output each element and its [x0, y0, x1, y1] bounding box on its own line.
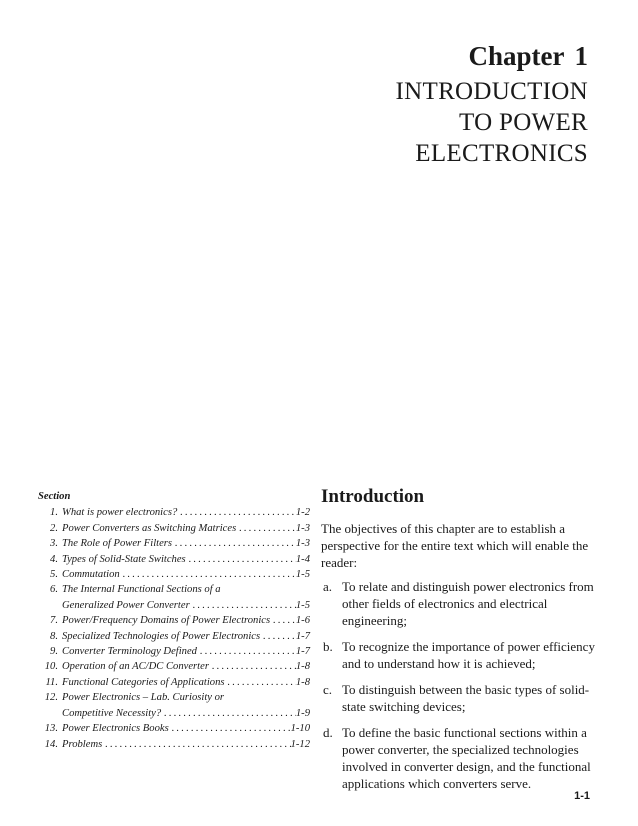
toc-entry-number: 9.	[50, 646, 58, 658]
toc-entry	[38, 721, 310, 736]
toc-leader-dots	[102, 737, 290, 752]
toc-entry-body	[62, 521, 310, 536]
toc-entry	[38, 567, 310, 582]
toc-entry-number: 3.	[50, 538, 58, 550]
toc-leader-dots	[169, 721, 291, 736]
objective-marker: a.	[323, 579, 333, 594]
toc-entry-body	[62, 613, 310, 628]
toc-entry-page: 1-4	[295, 553, 310, 565]
objective-marker: d.	[323, 725, 333, 740]
intro-heading: Introduction	[321, 486, 425, 507]
toc-leader-dots	[260, 629, 296, 644]
toc-entry-page: 1-5	[295, 569, 310, 581]
toc-entry-number: 8.	[50, 630, 58, 642]
chapter-number: 1	[574, 41, 588, 71]
toc-leader-dots	[172, 536, 296, 551]
intro-paragraph: The objectives of this chapter are to establish a perspective for the entire text which will enable the reader:	[321, 521, 589, 570]
toc-entry-body	[62, 675, 310, 690]
toc-heading: Section	[38, 491, 71, 502]
objective-item	[321, 724, 596, 792]
toc-entry-number: 13.	[44, 723, 58, 735]
toc-leader-dots	[177, 505, 296, 520]
chapter-title-line-1: INTRODUCTION	[395, 78, 588, 105]
toc-entry-page: 1-2	[295, 507, 310, 519]
toc-entry-number: 4.	[50, 553, 58, 565]
toc-entry-number: 6.	[50, 584, 58, 596]
toc-entry-page: 1-8	[295, 661, 310, 673]
toc-list	[38, 505, 310, 752]
toc-entry-body	[62, 706, 310, 721]
toc-entry-page: 1-8	[295, 676, 310, 688]
section-contents	[38, 489, 310, 752]
toc-entry-body	[62, 552, 310, 567]
toc-entry-number: 11.	[45, 676, 58, 688]
chapter-title-line-2: TO POWER	[458, 109, 588, 136]
toc-entry-title: Power Converters as Switching Matrices	[62, 522, 237, 534]
toc-entry	[38, 629, 310, 644]
toc-entry	[38, 582, 310, 597]
toc-entry	[38, 690, 310, 705]
toc-entry-page: 1-7	[295, 630, 310, 642]
toc-entry-body	[62, 737, 310, 752]
toc-entry-title: Functional Categories of Applications	[62, 676, 225, 688]
toc-entry-title: Operation of an AC/DC Converter	[62, 661, 209, 673]
toc-leader-dots	[236, 521, 296, 536]
toc-entry-number: 10.	[44, 661, 58, 673]
introduction	[321, 485, 596, 801]
toc-entry-title: The Internal Functional Sections of a	[62, 584, 221, 596]
toc-entry	[38, 675, 310, 690]
toc-entry	[38, 536, 310, 551]
chapter-word: Chapter	[468, 41, 565, 71]
chapter-heading	[396, 40, 588, 169]
toc-entry	[38, 737, 310, 752]
toc-entry-continuation	[38, 706, 310, 721]
toc-entry-title: Commutation	[62, 569, 120, 581]
toc-leader-dots	[197, 644, 296, 659]
toc-entry-number: 14.	[44, 738, 58, 750]
toc-leader-dots	[225, 675, 296, 690]
toc-entry-page: 1-9	[295, 707, 310, 719]
toc-leader-dots	[209, 659, 296, 674]
objective-item	[321, 638, 596, 672]
toc-entry-title: Generalized Power Converter	[62, 599, 190, 611]
toc-entry	[38, 505, 310, 520]
objective-item	[321, 681, 596, 715]
toc-leader-dots	[186, 552, 296, 567]
toc-leader-dots	[190, 598, 296, 613]
toc-entry-title: Power/Frequency Domains of Power Electronics	[62, 615, 271, 627]
objective-text: To distinguish between the basic types of solid-state switching devices;	[342, 682, 590, 714]
chapter-title-line-3: ELECTRONICS	[415, 140, 588, 167]
toc-entry	[38, 644, 310, 659]
toc-entry-page: 1-10	[290, 723, 310, 735]
toc-entry-title: What is power electronics?	[62, 507, 178, 519]
objective-text: To recognize the importance of power efficiency and to understand how it is achieved;	[342, 639, 595, 671]
toc-entry-page: 1-6	[295, 615, 310, 627]
chapter-label	[396, 40, 588, 72]
toc-entry-number: 5.	[50, 569, 58, 581]
toc-entry	[38, 552, 310, 567]
toc-entry	[38, 659, 310, 674]
toc-entry-page: 1-3	[295, 522, 310, 534]
objective-marker: c.	[323, 682, 333, 697]
toc-entry-title: The Role of Power Filters	[62, 538, 173, 550]
toc-entry-title: Specialized Technologies of Power Electronics	[62, 630, 261, 642]
objective-marker: b.	[323, 639, 333, 654]
objective-text: To relate and distinguish power electronics from other fields of electronics and electrical engineering;	[342, 579, 594, 628]
toc-entry-body	[62, 721, 310, 736]
toc-entry-body	[62, 567, 310, 582]
objective-text: To define the basic functional sections within a power converter, the specialized technologies involved in converter design, and the functional applications which converters serve.	[342, 725, 591, 791]
toc-entry-title: Problems	[62, 738, 103, 750]
toc-entry-body	[62, 505, 310, 520]
toc-entry-page: 1-7	[295, 646, 310, 658]
toc-entry-continuation	[38, 598, 310, 613]
toc-entry-body	[62, 644, 310, 659]
toc-entry-number: 1.	[50, 507, 58, 519]
toc-entry-title: Power Electronics Books	[62, 723, 169, 735]
toc-leader-dots	[270, 613, 296, 628]
toc-entry-title: Power Electronics – Lab. Curiosity or	[62, 692, 225, 704]
page-number: 1-1	[574, 790, 590, 802]
toc-entry	[38, 613, 310, 628]
toc-entry-number: 7.	[50, 615, 58, 627]
toc-entry-title: Competitive Necessity?	[62, 707, 162, 719]
toc-leader-dots	[161, 706, 296, 721]
toc-entry	[38, 521, 310, 536]
toc-entry-number: 12.	[44, 692, 58, 704]
toc-entry-body	[62, 659, 310, 674]
toc-entry-body	[62, 598, 310, 613]
toc-entry-number: 2.	[50, 522, 58, 534]
toc-leader-dots	[120, 567, 296, 582]
toc-entry-body	[62, 629, 310, 644]
toc-entry-page: 1-12	[290, 738, 310, 750]
toc-entry-page: 1-3	[295, 538, 310, 550]
toc-entry-body	[62, 536, 310, 551]
objective-item	[321, 578, 596, 629]
toc-entry-title: Types of Solid-State Switches	[62, 553, 186, 565]
toc-entry-page: 1-5	[295, 599, 310, 611]
toc-entry-title: Converter Terminology Defined	[62, 646, 197, 658]
objectives-list	[321, 578, 596, 792]
